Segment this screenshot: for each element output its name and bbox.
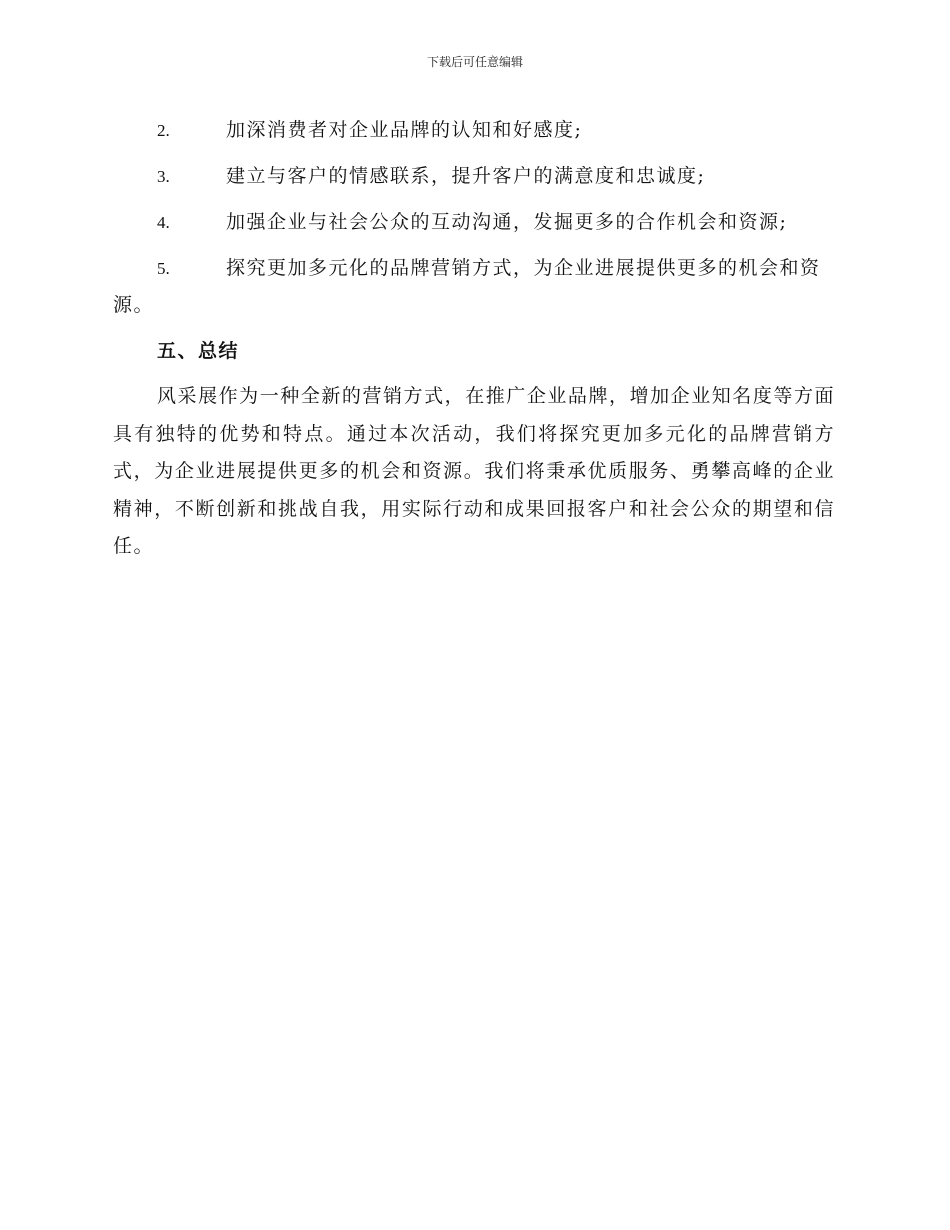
list-item-number: 2. bbox=[157, 121, 170, 140]
document-content bbox=[113, 112, 835, 566]
list-item-text: 探究更加多元化的品牌营销方式，为企业进展提供更多的机会和资源。 bbox=[113, 257, 821, 316]
summary-paragraph: 风采展作为一种全新的营销方式，在推广企业品牌，增加企业知名度等方面具有独特的优势和特点。通过本次活动，我们将探究更加多元化的品牌营销方式，为企业进展提供更多的机会和资源。我们将秉承优质服务、勇攀高峰的企业精神，不断创新和挑战自我，用实际行动和成果回报客户和社会公众的期望和信任。 bbox=[113, 385, 835, 557]
list-item-text: 建立与客户的情感联系，提升客户的满意度和忠诚度; bbox=[226, 165, 706, 187]
list-item bbox=[113, 158, 835, 195]
list-item-text: 加强企业与社会公众的互动沟通，发掘更多的合作机会和资源; bbox=[226, 211, 788, 233]
section-heading: 五、总结 bbox=[157, 340, 240, 362]
list-item-text: 加深消费者对企业品牌的认知和好感度; bbox=[226, 119, 583, 141]
list-item-number: 3. bbox=[157, 167, 170, 186]
list-item-number: 4. bbox=[157, 213, 170, 232]
list-item bbox=[113, 250, 835, 324]
list-item-number: 5. bbox=[157, 259, 170, 278]
page-header: 下载后可任意编辑 bbox=[426, 55, 523, 69]
list-item bbox=[113, 112, 835, 149]
list-item bbox=[113, 204, 835, 241]
